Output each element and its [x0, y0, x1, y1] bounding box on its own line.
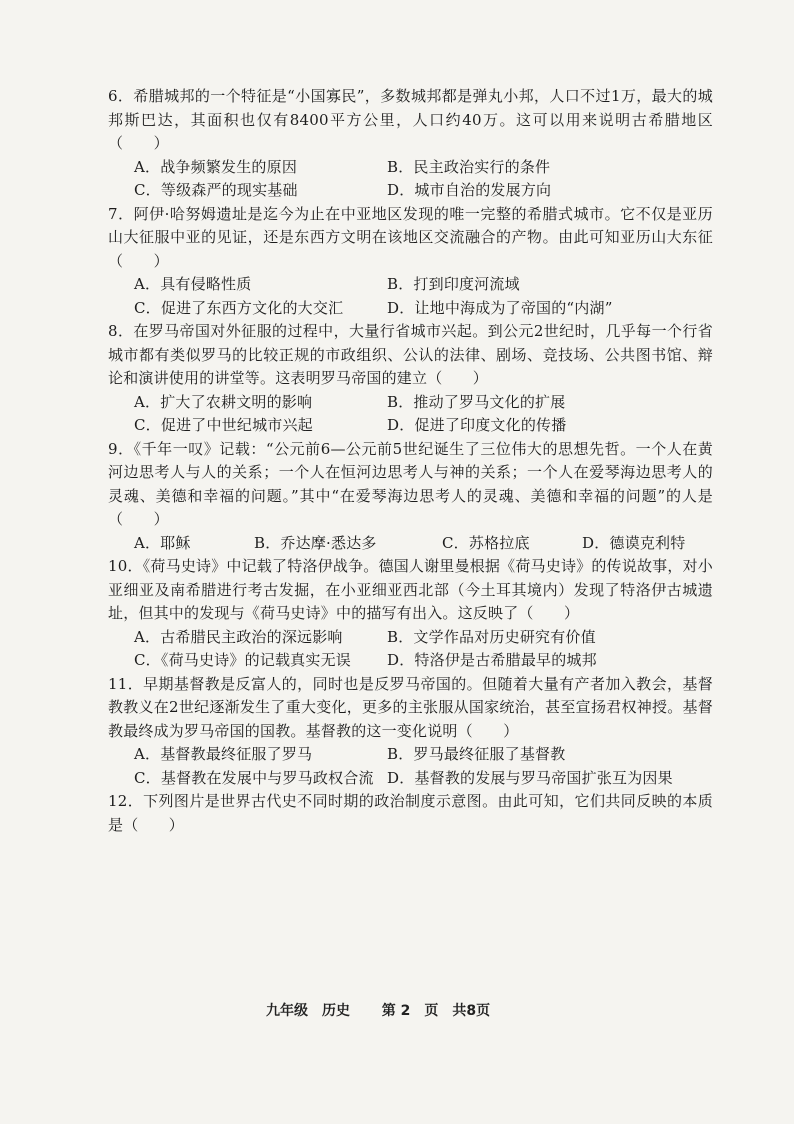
answer-options: [108, 273, 713, 320]
option-b: B．打到印度河流域: [387, 275, 520, 293]
question-stem: 10．《荷马史诗》中记载了特洛伊战争。德国人谢里曼根据《荷马史诗》的传说故事，对小亚细亚及南希腊进行考古发掘，在小亚细亚西北部（今土耳其境内）发现了特洛伊古城遗址，但其中的发现与《荷马史诗》中的描写有出入。这反映了（ ）: [108, 557, 713, 622]
option-b: B．文学作品对历史研究有价值: [387, 627, 596, 646]
option-d: D．基督教的发展与罗马帝国扩张互为因果: [387, 768, 673, 787]
option-a: A．古希腊民主政治的深远影响: [134, 627, 343, 646]
question-10: [108, 555, 713, 673]
question-stem: 8．在罗马帝国对外征服的过程中，大量行省城市兴起。到公元2世纪时，几乎每一个行省城市都有类似罗马的比较正规的市政组织、公认的法律、剧场、竞技场、公共图书馆、辩论和演讲使用的讲堂等。这表明罗马帝国的建立（ ）: [108, 322, 713, 387]
option-d: D．德谟克利特: [582, 533, 686, 552]
question-stem: 11．早期基督教是反富人的，同时也是反罗马帝国的。但随着大量有产者加入教会，基督教教义在2世纪逐渐发生了重大变化，更多的主张服从国家统治，甚至宣扬君权神授。基督教最终成为罗马帝国的国教。基督教的这一变化说明（ ）: [108, 674, 713, 740]
answer-options: [108, 626, 713, 673]
answer-options: [108, 391, 713, 438]
question-8: [108, 320, 713, 438]
question-11: [108, 673, 713, 791]
option-d: D．让地中海成为了帝国的“内湖”: [387, 298, 613, 317]
option-b: B．乔达摩·悉达多: [254, 533, 377, 552]
page-number: 第 2 页 共8页: [381, 1003, 491, 1019]
option-c: C．促进了中世纪城市兴起: [134, 416, 313, 434]
option-d: D．城市自治的发展方向: [387, 181, 552, 199]
answer-options: [108, 532, 713, 556]
question-stem: 7．阿伊·哈努姆遗址是迄今为止在中亚地区发现的唯一完整的希腊式城市。它不仅是亚历山大征服中亚的见证，还是东西方文明在该地区交流融合的产物。由此可知亚历山大东征（ ）: [108, 204, 713, 270]
option-c: C．基督教在发展中与罗马政权合流: [134, 768, 374, 787]
question-7: [108, 203, 713, 321]
option-b: B．推动了罗马文化的扩展: [387, 392, 566, 411]
option-c: C．苏格拉底: [442, 533, 530, 552]
option-c: C．促进了东西方文化的大交汇: [134, 298, 344, 317]
question-9: [108, 438, 713, 556]
option-a: A．耶稣: [134, 533, 191, 552]
grade-subject: 九年级 历史: [266, 1003, 350, 1019]
question-stem: 6．希腊城邦的一个特征是“小国寡民”，多数城邦都是弹丸小邦，人口不过1万，最大的城邦斯巴达，其面积也仅有8400平方公里，人口约40万。这可以用来说明古希腊地区（ ）: [108, 87, 713, 152]
option-b: B．民主政治实行的条件: [387, 157, 551, 176]
question-stem: 12．下列图片是世界古代史不同时期的政治制度示意图。由此可知，它们共同反映的本质是（ ）: [108, 792, 713, 834]
option-d: D．促进了印度文化的传播: [387, 416, 567, 434]
option-a: A．基督教最终征服了罗马: [134, 745, 313, 763]
answer-options: [108, 743, 713, 790]
answer-options: [108, 156, 713, 203]
option-a: A．具有侵略性质: [134, 275, 252, 293]
option-d: D．特洛伊是古希腊最早的城邦: [387, 651, 597, 669]
question-list: [108, 85, 713, 837]
question-6: [108, 85, 713, 203]
question-12: [108, 790, 713, 837]
option-b: B．罗马最终征服了基督教: [387, 745, 566, 763]
option-c: C．等级森严的现实基础: [134, 181, 298, 199]
option-a: A．战争频繁发生的原因: [134, 157, 298, 176]
question-stem: 9．《千年一叹》记载：“公元前6—公元前5世纪诞生了三位伟大的思想先哲。一个人在黄河边思考人与人的关系；一个人在恒河边思考人与神的关系；一个人在爱琴海边思考人的灵魂、美德和幸福的问题。”其中“在爱琴海边思考人的灵魂、美德和幸福的问题”的人是（ ）: [108, 439, 713, 528]
option-c: C．《荷马史诗》的记载真实无误: [134, 651, 351, 669]
page-footer: [266, 1000, 490, 1020]
option-a: A．扩大了农耕文明的影响: [134, 392, 313, 411]
